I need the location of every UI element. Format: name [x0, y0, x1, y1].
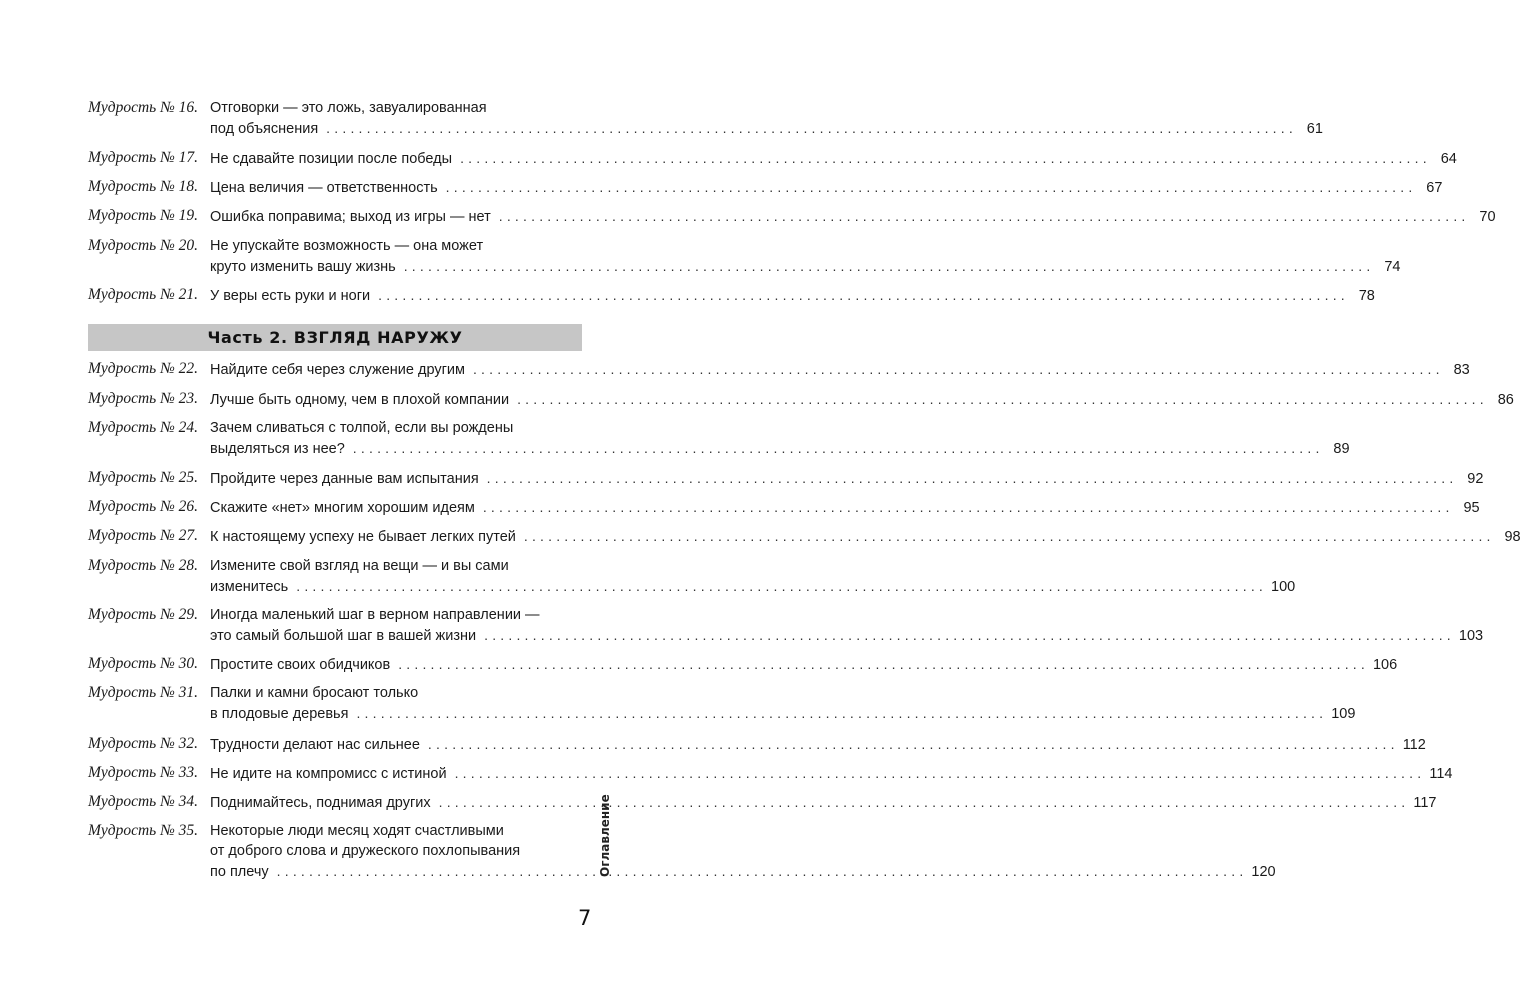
entry-title-line — [210, 792, 1437, 812]
toc-entry — [88, 792, 1437, 812]
entry-title — [210, 683, 1356, 723]
entry-title — [210, 177, 1443, 197]
entry-label: Мудрость № 20. — [88, 237, 198, 254]
entry-title-text: Поднимайтесь, поднимая других — [210, 795, 431, 811]
entry-page-number: 89 — [1333, 441, 1350, 457]
entry-title-text: Иногда маленький шаг в верном направлении — — [210, 607, 540, 623]
toc-entry — [88, 468, 1484, 488]
entry-title-line — [210, 605, 582, 625]
toc-entry — [88, 556, 1296, 596]
entry-page-number: 67 — [1426, 180, 1443, 196]
dot-leader: ........................................................................................................................ — [523, 528, 1495, 544]
toc-entry — [88, 389, 1514, 409]
entry-title-text: Не идите на компромисс с истиной — [210, 766, 447, 782]
toc-entry — [88, 654, 1398, 674]
dot-leader: ........................................................................................................................ — [482, 499, 1454, 515]
entry-label: Мудрость № 17. — [88, 149, 198, 166]
entry-title-text: это самый большой шаг в вашей жизни — [210, 628, 477, 644]
entry-title-text: Зачем сливаться с толпой, если вы рождены — [210, 420, 514, 436]
entry-title-text: выделяться из нее? — [210, 441, 345, 457]
dot-leader: ........................................................................................................................ — [403, 258, 1375, 274]
entry-title-line — [210, 703, 1356, 723]
entry-label: Мудрость № 29. — [88, 606, 198, 623]
entry-title-text: Ошибка поправима; выход из игры — нет — [210, 209, 491, 225]
entry-page-number: 117 — [1413, 795, 1437, 811]
entry-title-line — [210, 118, 1323, 138]
toc-entry — [88, 605, 1484, 645]
entry-page-number: 95 — [1463, 500, 1480, 516]
entry-page-number: 86 — [1497, 392, 1514, 408]
entry-title — [210, 556, 1296, 596]
entry-title — [210, 418, 1350, 458]
entry-label: Мудрость № 24. — [88, 419, 198, 436]
entry-page-number: 112 — [1402, 737, 1426, 753]
entry-label: Мудрость № 23. — [88, 390, 198, 407]
entry-title-line — [210, 148, 1457, 168]
toc-entry — [88, 763, 1453, 783]
toc-entry — [88, 148, 1457, 168]
entry-label: Мудрость № 19. — [88, 207, 198, 224]
entry-title-line — [210, 734, 1426, 754]
entry-label: Мудрость № 31. — [88, 684, 198, 701]
toc-entry — [88, 526, 1521, 546]
entry-title-line — [210, 763, 1453, 783]
entry-page-number: 83 — [1453, 362, 1470, 378]
entry-page-number: 78 — [1358, 288, 1375, 304]
entry-title-line — [210, 389, 1514, 409]
entry-title-line — [210, 468, 1484, 488]
entry-title-line — [210, 285, 1375, 305]
page-number: 7 — [578, 906, 592, 930]
entry-label: Мудрость № 22. — [88, 360, 198, 377]
entry-title-text: в плодовые деревья — [210, 706, 349, 722]
entry-page-number: 114 — [1429, 766, 1453, 782]
entry-label: Мудрость № 27. — [88, 527, 198, 544]
entry-title — [210, 206, 1496, 226]
entry-label: Мудрость № 21. — [88, 286, 198, 303]
dot-leader: ........................................................................................................................ — [276, 863, 1248, 879]
entry-title-line — [210, 438, 1350, 458]
entry-title-text: Не упускайте возможность — она может — [210, 238, 484, 254]
entry-title-line — [210, 256, 1401, 276]
entry-title-text: Скажите «нет» многим хорошим идеям — [210, 500, 475, 516]
entry-title — [210, 359, 1470, 379]
dot-leader: ........................................................................................................................ — [326, 120, 1297, 136]
entry-title — [210, 605, 1484, 645]
entry-title — [210, 98, 1323, 138]
entry-title-text: Простите своих обидчиков — [210, 657, 391, 673]
entry-title-text: по плечу — [210, 864, 269, 880]
entry-title — [210, 792, 1437, 812]
entry-title — [210, 148, 1457, 168]
entry-title-text: Отговорки — это ложь, завуалированная — [210, 100, 487, 116]
dot-leader: ........................................................................................................................ — [517, 391, 1488, 407]
entry-page-number: 100 — [1271, 579, 1296, 595]
entry-title-text: под объяснения — [210, 121, 319, 137]
entry-title — [210, 236, 1401, 276]
dot-leader: ........................................................................................................................ — [454, 765, 1426, 781]
entry-page-number: 61 — [1306, 121, 1323, 137]
dot-leader: ........................................................................................................................ — [378, 287, 1349, 303]
entry-title — [210, 285, 1375, 305]
entry-label: Мудрость № 32. — [88, 735, 198, 752]
toc-entry — [88, 497, 1480, 517]
entry-title-line — [210, 206, 1496, 226]
entry-title-text: Лучше быть одному, чем в плохой компании — [210, 392, 510, 408]
toc-entry — [88, 734, 1426, 754]
entry-label: Мудрость № 34. — [88, 793, 198, 810]
part-heading: Часть 2. ВЗГЛЯД НАРУЖУ — [88, 324, 582, 351]
entry-page-number: 74 — [1384, 259, 1401, 275]
entry-title — [210, 763, 1453, 783]
entry-page-number: 109 — [1331, 706, 1356, 722]
entry-title — [210, 468, 1484, 488]
dot-leader: ........................................................................................................................ — [398, 656, 1369, 672]
entry-title-line — [210, 625, 1484, 645]
dot-leader: ........................................................................................................................ — [296, 578, 1268, 594]
entry-title-line — [210, 683, 582, 703]
side-section-label: Оглавление — [598, 794, 612, 877]
entry-label: Мудрость № 26. — [88, 498, 198, 515]
entry-title-text: Трудности делают нас сильнее — [210, 737, 420, 753]
dot-leader: ........................................................................................................................ — [427, 736, 1399, 752]
entry-title-text: Измените свой взгляд на вещи — и вы сами — [210, 558, 509, 574]
entry-title-line — [210, 841, 582, 861]
entry-title-text: Не сдавайте позиции после победы — [210, 151, 453, 167]
entry-page-number: 70 — [1479, 209, 1496, 225]
dot-leader: ........................................................................................................................ — [486, 470, 1458, 486]
toc-entry — [88, 285, 1375, 305]
dot-leader: ........................................................................................................................ — [438, 794, 1410, 810]
entry-title-text: Некоторые люди месяц ходят счастливыми — [210, 823, 504, 839]
toc-entry — [88, 206, 1496, 226]
entry-title-line — [210, 177, 1443, 197]
entry-title — [210, 734, 1426, 754]
entry-page-number: 98 — [1504, 529, 1521, 545]
dot-leader: ........................................................................................................................ — [472, 361, 1444, 377]
entry-title — [210, 526, 1521, 546]
entry-title-line — [210, 497, 1480, 517]
entry-page-number: 92 — [1467, 471, 1484, 487]
entry-title — [210, 497, 1480, 517]
toc-entry — [88, 98, 1323, 138]
entry-label: Мудрость № 18. — [88, 178, 198, 195]
entry-title-text: Палки и камни бросают только — [210, 685, 419, 701]
toc-entry — [88, 177, 1443, 197]
toc-entry — [88, 236, 1401, 276]
entry-title-text: Цена величия — ответственность — [210, 180, 438, 196]
dot-leader: ........................................................................................................................ — [460, 150, 1431, 166]
entry-title-line — [210, 98, 582, 118]
dot-leader: ........................................................................................................................ — [484, 627, 1455, 643]
entry-page-number: 120 — [1251, 864, 1276, 880]
toc-entry — [88, 418, 1350, 458]
entry-title — [210, 654, 1398, 674]
entry-label: Мудрость № 16. — [88, 99, 198, 116]
entry-title-line — [210, 418, 582, 438]
entry-title — [210, 389, 1514, 409]
entry-title-text: К настоящему успеху не бывает легких путей — [210, 529, 516, 545]
dot-leader: ........................................................................................................................ — [498, 208, 1470, 224]
entry-title-line — [210, 654, 1398, 674]
entry-label: Мудрость № 28. — [88, 557, 198, 574]
entry-page-number: 103 — [1458, 628, 1484, 644]
dot-leader: ........................................................................................................................ — [445, 179, 1417, 195]
entry-page-number: 64 — [1440, 151, 1457, 167]
entry-label: Мудрость № 35. — [88, 822, 198, 839]
entry-title-line — [210, 359, 1470, 379]
entry-title-line — [210, 821, 582, 841]
entry-label: Мудрость № 33. — [88, 764, 198, 781]
entry-title-line — [210, 861, 1276, 881]
toc-entry — [88, 683, 1356, 723]
entry-label: Мудрость № 30. — [88, 655, 198, 672]
entry-page-number: 106 — [1372, 657, 1398, 673]
entry-title-text: изменитесь — [210, 579, 289, 595]
entry-title-line — [210, 526, 1521, 546]
entry-title-text: круто изменить вашу жизнь — [210, 259, 396, 275]
entry-label: Мудрость № 25. — [88, 469, 198, 486]
entry-title-text: от доброго слова и дружеского похлопывания — [210, 843, 521, 859]
entry-title-line — [210, 576, 1296, 596]
entry-title-text: Пройдите через данные вам испытания — [210, 471, 479, 487]
dot-leader: ........................................................................................................................ — [356, 705, 1328, 721]
entry-title-line — [210, 236, 582, 256]
entry-title-line — [210, 556, 582, 576]
entry-title-text: Найдите себя через служение другим — [210, 362, 465, 378]
entry-title-text: У веры есть руки и ноги — [210, 288, 371, 304]
dot-leader: ........................................................................................................................ — [352, 440, 1324, 456]
toc-entry — [88, 359, 1470, 379]
